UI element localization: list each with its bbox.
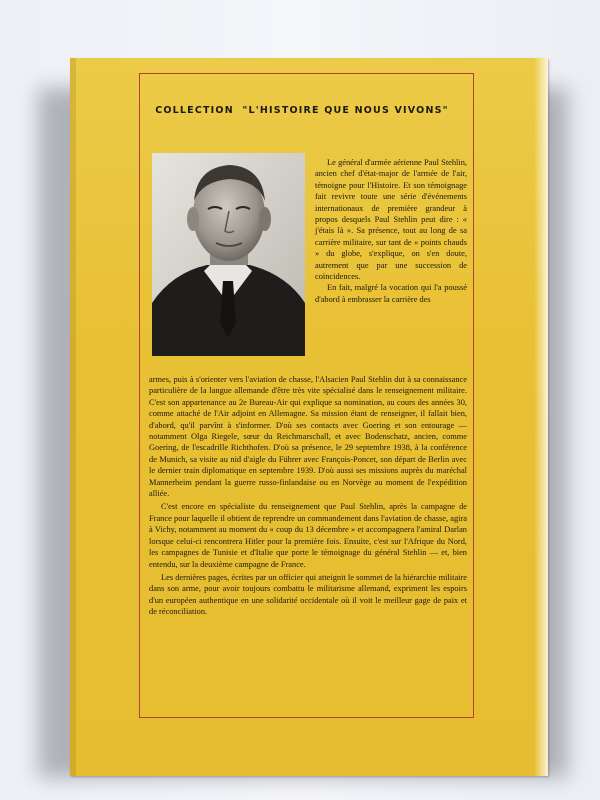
paragraph-vocation-start: En fait, malgré la vocation qui l'a poussé d'abord à embrasser la carrière des xyxy=(315,283,467,304)
author-portrait-photo xyxy=(152,153,305,356)
portrait-icon xyxy=(152,153,305,356)
paragraph-intelligence: C'est encore en spécialiste du renseignement que Paul Stehlin, après la campagne de France pour laquelle il obtient de reprendre un commandement dans l'aviation de chasse, agira à Vichy, notamment au moment du « coup du 13 décembre » et accompagnera l'amiral Darlan lorsque celui-ci rencontrera Hitler pour la première fois. Ensuite, c'est sur l'Afrique du Nord, les campagnes de Tunisie et d'Italie que porte le témoignage du général Stehlin — et, bien entendu, sur la deuxième campagne de France. xyxy=(149,502,467,569)
body-text-full-width xyxy=(149,374,467,618)
paragraph-conclusion: Les dernières pages, écrites par un officier qui atteignit le sommet de la hiérarchie militaire dans son arme, pour avoir toujours combattu le militarisme allemand, expriment les espoirs d'un européen authentique en une solidarité occidentale où il voit le meilleur gage de paix et de réconciliation. xyxy=(149,572,467,617)
spine-edge xyxy=(70,58,76,776)
body-text-column xyxy=(315,157,467,305)
worn-edge xyxy=(534,58,548,776)
collection-prefix: COLLECTION xyxy=(155,105,234,116)
paragraph-vocation-continued: armes, puis à s'orienter vers l'aviation de chasse, l'Alsacien Paul Stehlin dut à sa connaissance particulière de la langue allemande d'être très vite spécialisé dans le renseignement militaire. C'est son appartenance au 2e Bureau-Air qui explique sa nomination, au cours des années 30, comme attaché de l'Air adjoint en Allemagne. Sa mission étant de renseigner, il fallait bien, d'abord, qu'il parvînt à s'informer. D'où ses contacts avec Goering et son entourage — notamment Olga Riegele, sœur du Reichmarschall, et avec Bodenschatz, ancien, comme Goering, de l'escadrille Richthofen. D'où sa présence, le 29 septembre 1938, à la conférence de Munich, sa visite au nid d'aigle du Führer avec François-Poncet, son départ de Berlin avec le dernier train diplomatique en septembre 1939. D'où aussi ses missions auprès du maréchal Mannerheim pendant la guerre russo-finlandaise ou en Norvège au moment de l'expédition alliée. xyxy=(149,375,467,499)
collection-heading xyxy=(0,105,600,116)
paragraph-intro: Le général d'armée aérienne Paul Stehlin, ancien chef d'état-major de l'armée de l'air, témoigne pour l'Histoire. Et son témoignage fait revivre toute une série d'événements internationaux de première grandeur à propos desquels Paul Stehlin peut dire : « j'étais là ». Sa présence, tout au long de sa carrière militaire, sur tant de « points chauds » du globe, s'explique, on s'en doute, autrement que par une succession de coïncidences. xyxy=(315,158,467,282)
collection-title: "L'HISTOIRE QUE NOUS VIVONS" xyxy=(242,105,449,116)
